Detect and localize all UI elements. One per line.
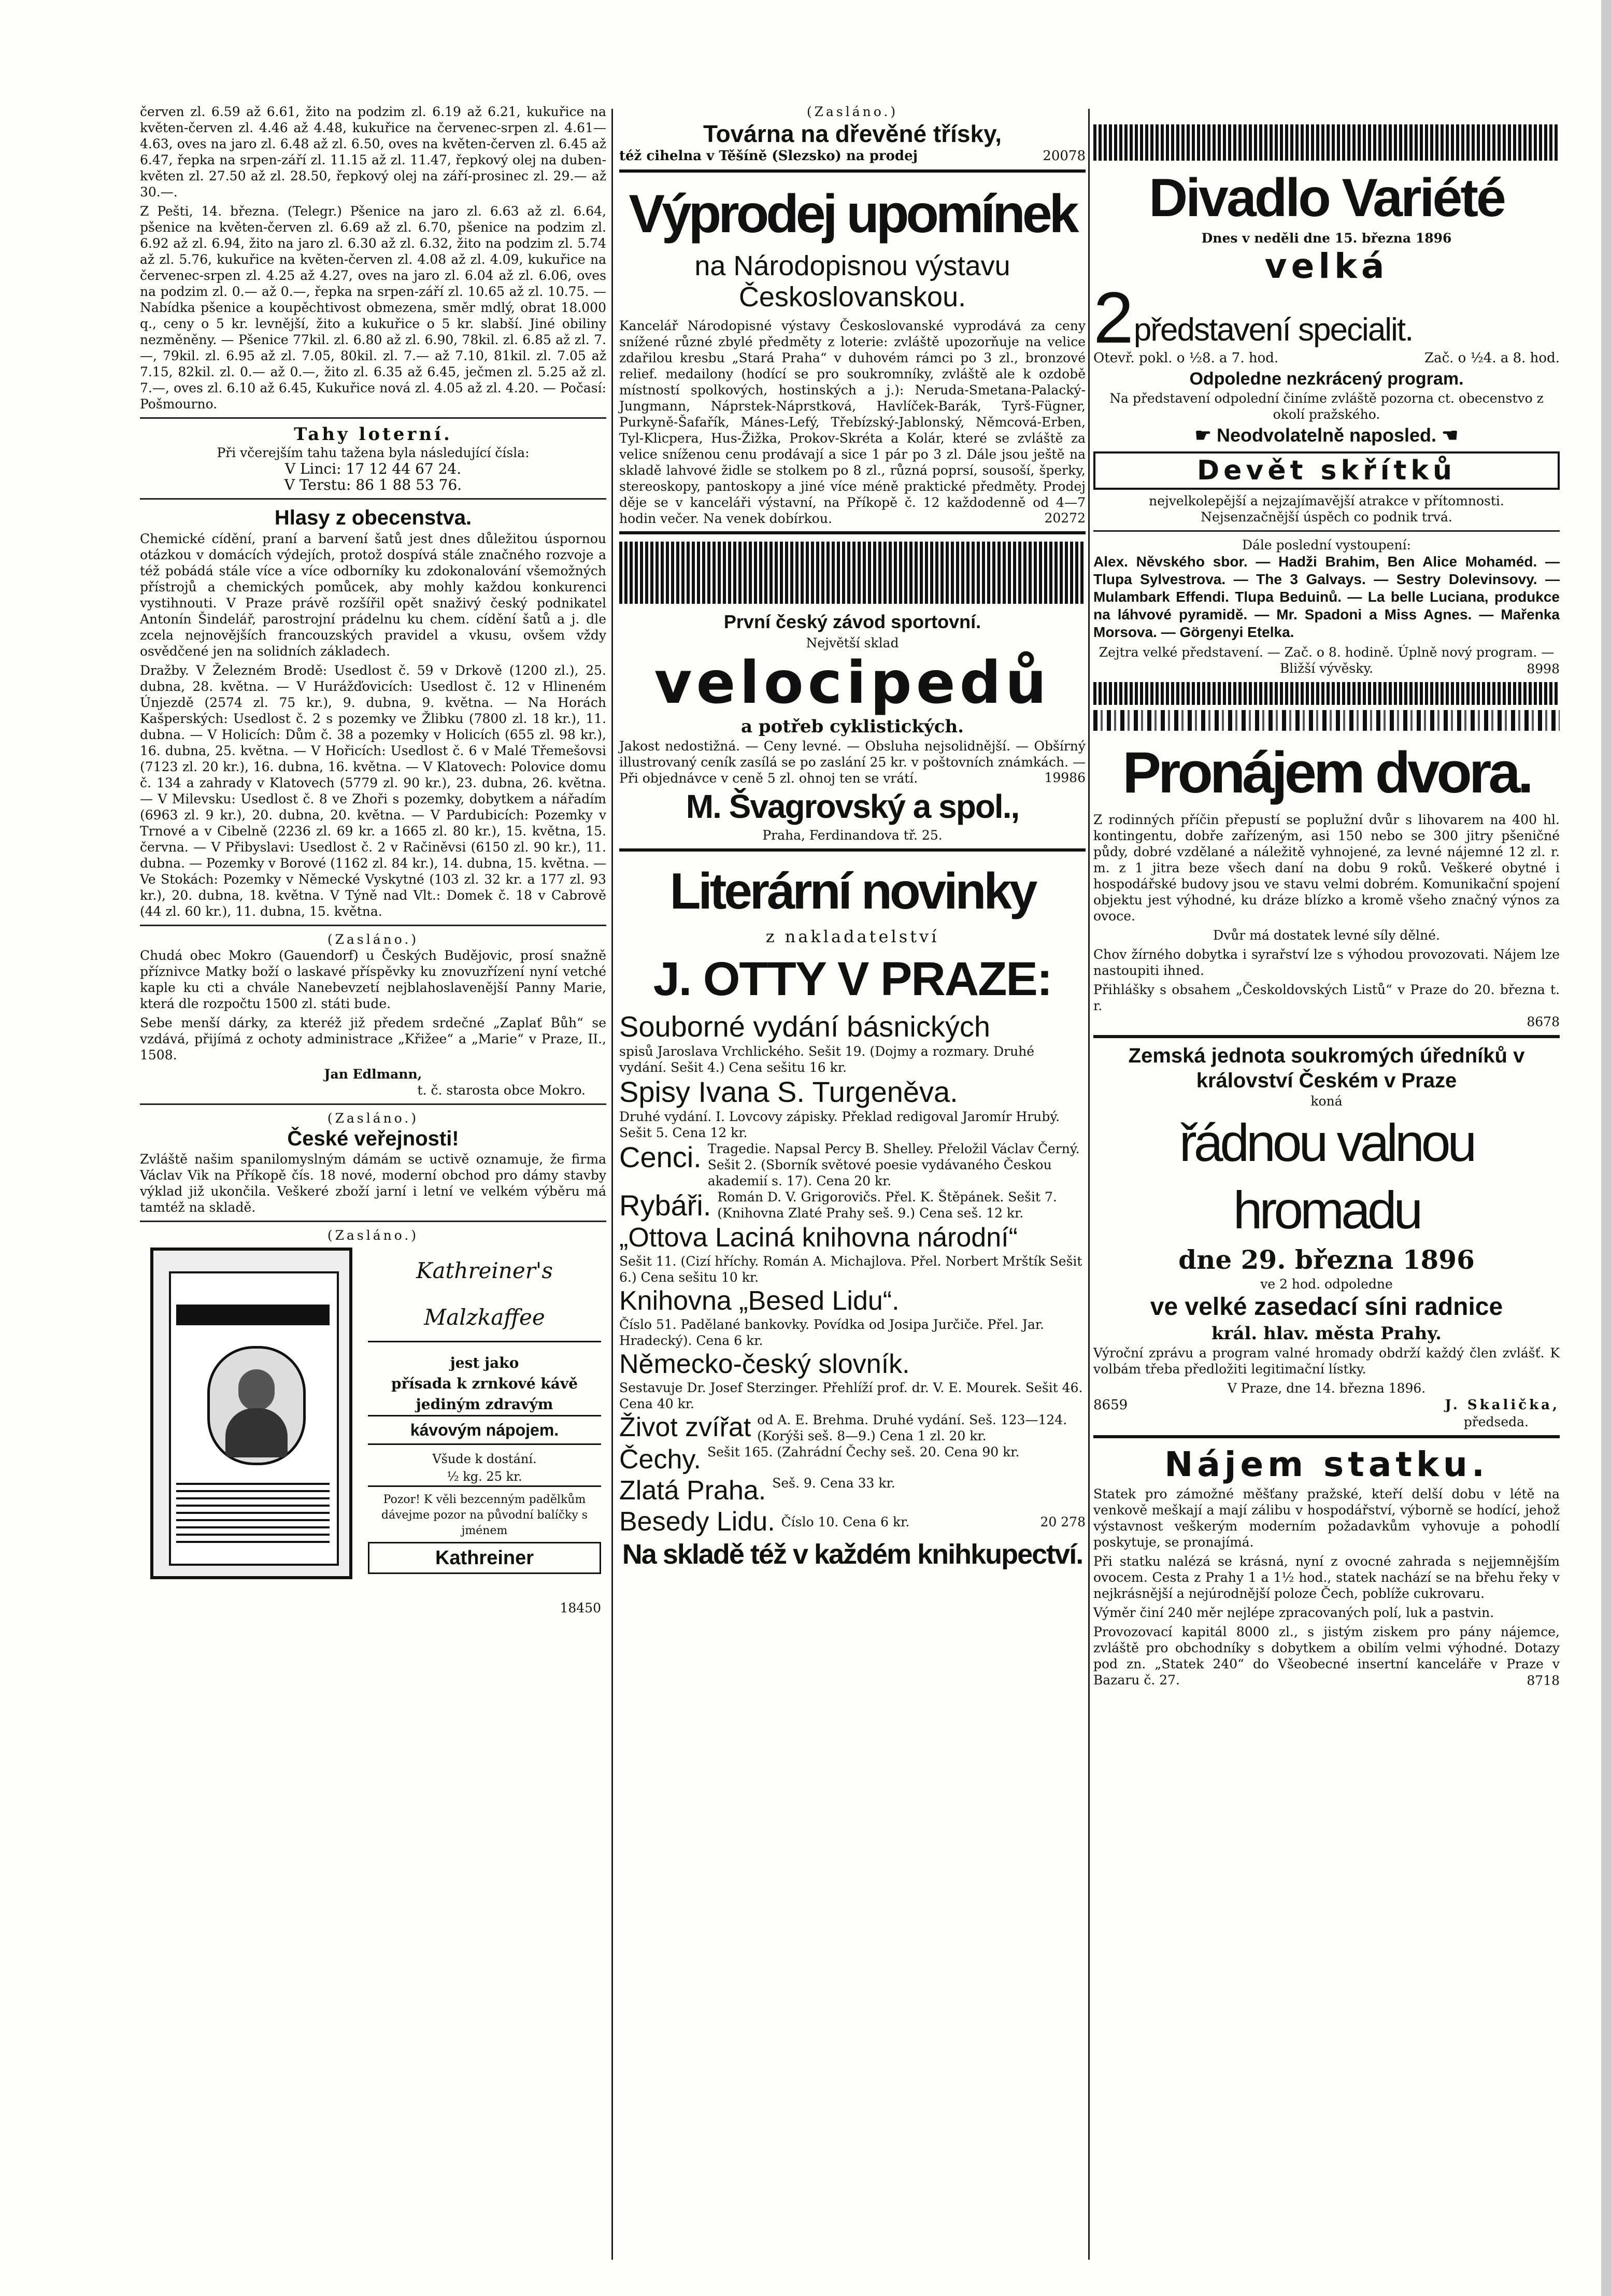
package-label-lines (176, 1481, 330, 1543)
lottery-linz: V Linci: 17 12 44 67 24. (284, 460, 462, 477)
lit-item-11 (619, 1506, 1086, 1537)
union-signature: J. Skalička, (1445, 1397, 1560, 1413)
mokro-signature: Jan Edlmann, (324, 1067, 422, 1082)
sale-ad-number: 20272 (1044, 511, 1086, 526)
lottery-title: Tahy loterní. (294, 424, 452, 445)
column-divider (1088, 109, 1090, 2260)
union-ad-number: 8659 (1093, 1397, 1128, 1413)
rent-ad-number: 8678 (1527, 1014, 1560, 1029)
estate-text-2: Při statku nalézá se krásná, nyní z ovocné zahrada s nejjemnějším ovocem. Cesta z Prahy 1 a 1½ hod., statek nachází se na břehu řeky v nejkrásnější a nejúrodnější poloze Čech, poblíže cukrovaru. (1093, 1554, 1560, 1601)
sale-text: Kancelář Národopisné výstavy Českoslovanské vyprodává za ceny snížené různé zbylé předměty z loterie: zvláště upozorňuje na velice zdařilou kresbu „Stará Praha“ v duhovém rámci po 3 zl., bronzové relief. medailony (hodící se pro soukromníky, zvláště ale k ozdobě místností spolkových, hostinských a j.): Neruda-Smetana-Palacký-Jungmann, Náprstek-Náprstková, Havlíček-Barák, Tyrš-Fügner, Purkyně-Šafařík, Mánes-Lefý, Třebízský-Jablonský, Němcová-Erben, Tyl-Klicpera, Hus-Žižka, Prokov-Skréta a Kolár, které se zvláště za velice sníženou cenu prodávají a sice 1 pár po 3 zl. Dále jsou ještě na skladě lahvové židle se stolkem po 8 zl., různá poprsí, sousoší, šperky, stereoskopy, pantoskopy a jiné více méně praktické předměty. Prodej děje se v kanceláři výstavní, na Příkopě č. 12 každodenně od 4—7 hodin večer. Na venek dobírkou. (619, 318, 1086, 526)
package-band (176, 1305, 330, 1325)
ornamental-bar (1093, 682, 1560, 705)
factory-line (619, 148, 1086, 164)
velo-top: První český závod sportovní. (723, 611, 981, 632)
factory-ad-number: 20078 (1043, 148, 1086, 164)
kath-line-6: ½ kg. 25 kr. (368, 1468, 601, 1487)
ornamental-bar (619, 542, 1086, 604)
estate-ad-number: 8718 (1527, 1673, 1560, 1688)
kath-line-2: přísada k zrnkové kávě (391, 1375, 578, 1392)
union-big: řádnou valnou hromadu (1179, 1113, 1474, 1240)
lit-item-8-desc: od A. E. Brehma. Druhé vydání. Seš. 123—124. (Korýši seš. 8—9.) Cena 1 zl. 20 kr. (757, 1412, 1067, 1443)
hand-pointer-icon: ☚ (1436, 424, 1459, 446)
lit-from: z nakladatelství (765, 927, 939, 946)
estate-text: Statek pro zámožné měšťany pražské, kteří delší dobu v létě na venkově meškají a mají zálibu v hospodářství, výborně se hodící, jehož výstavnost veškerým moderním požadavkům vyhovuje a pohodlí poskytuje, se pronajímá. (1093, 1486, 1560, 1550)
divider (140, 498, 606, 500)
public-title: České veřejnosti! (287, 1127, 459, 1150)
union-place: ve velké zasedací síni radnice (1150, 1293, 1503, 1321)
lottery-terst: V Terstu: 86 1 88 53 76. (284, 476, 462, 493)
variete-program: Odpoledne nezkrácený program. (1189, 369, 1464, 389)
public-text: Zvláště našim spanilomyslným dámám se uctivě oznamuje, že firma Václav Vik na Příkopě čís. 18 nové, moderní obchod pro dámy stavby výklad již ukončila. Veškeré zboží jarní i letní ve velkém výběru má tamtéž na skladě. (140, 1152, 606, 1215)
rent-text-4: Přihlášky s obsahem „Českoldovských Listů“ v Praze do 20. března t. r. (1093, 982, 1560, 1013)
lit-item-4-desc: Román D. V. Grigorovičs. Přel. K. Štěpánek. Sešit 7. (Knihovna Zlaté Prahy seš. 9.) Cena seš. 12 kr. (717, 1189, 1057, 1221)
column-1 (140, 104, 606, 1615)
voices-title: Hlasy z obecenstva. (274, 506, 472, 529)
market-report: červen zl. 6.59 až 6.61, žito na podzim zl. 6.19 až 6.21, kukuřice na květen-červen zl. 4.46 až 4.48, kukuřice na červenec-srpen zl. 4.61—4.63, oves na jaro zl. 6.48 až zl. 6.50, oves na květen-červen zl. 6.45 až 6.47, řepka na srpen-září zl. 11.15 až zl. 11.47, řepkový olej na duben-květen zl. 27.50 až zl. 28.50, řepkový olej na září-prosinec zl. 29.— až 30.—. (140, 104, 606, 200)
lit-item-1-title: Souborné vydání básnických (619, 1010, 990, 1043)
estate-text-3: Výměr činí 240 měr nejlépe zpracovaných polí, luk a pastvin. (1093, 1605, 1494, 1620)
lit-item-7-desc: Sestavuje Dr. Josef Sterzinger. Přehlíží prof. dr. V. E. Mourek. Sešit 46. Cena 40 kr. (619, 1380, 1083, 1411)
lit-item-9 (619, 1444, 1086, 1475)
lit-item-5-desc: Sešit 11. (Cizí hříchy. Román A. Michajlova. Přel. Norbert Mrštík Sešit 6.) Cena sešitu 10 kr. (619, 1254, 1082, 1285)
sale-subtitle-1: na Národopisnou výstavu (694, 250, 1010, 281)
lit-title: Literární novinky (669, 862, 1035, 919)
lit-item-8-title: Život zvířat (619, 1412, 751, 1442)
variete-big: velká (1264, 246, 1389, 286)
zaslano-label: (Zasláno.) (327, 1111, 419, 1126)
factory-line-text: též cihelna v Těšíně (Slezsko) na prodej (619, 148, 918, 164)
voices-text: Chemické cídění, praní a barvení šatů jest dnes důležitou úspornou otázkou v domácích výdejích, protož dospívá stále značného rozvoje a též pobádá stále více a více odborníky ku zdokonalování všemožných přístrojů a chemických pomůcek, aby mohly každou konkurenci vystihnouti. V Praze právě rozšířil opět snaživý český podnikatel Antonín Šindelář, parostrojní prádelnu ku chem. cídění šatů a j. dle zcela nejnovějších francouzských pravidel a vkusu, ovšem vždy osvědčené jen na solidních základech. (140, 531, 606, 659)
auctions-text: Dražby. V Železném Brodě: Usedlost č. 59 v Drkově (1200 zl.), 25. dubna, 28. května. — V Hurážďovicích: Usedlost č. 12 v Hlineném Únjezdě (2574 zl. 75 kr.), 9. dubna, 9. května. — Na Horách Kašperských: Usedlost č. 2 s pozemky ve Žlibku (7800 zl. 18 kr.), 11. dubna. — V Holicích: Dům č. 38 a pozemky v Holicích (655 zl. 98 kr.), 16. dubna, 25. května. — V Hořicích: Usedlost č. 6 v Malé Třemešovsi (7123 zl. 20 kr.), 16. dubna, 16. května. — V Klatovech: Polovice domu č. 134 a zahrady v Klatovech (5779 zl. 90 kr.), 23. dubna, 26. května. — V Milevsku: Usedlost č. 8 ve Zhoři s pozemky, dobytkem a nářadím (6963 zl. 9 kr.), 20. dubna, 20. května. — V Pardubicích: Pozemky v Trnové a v Cibelně (2236 zl. 69 kr. a 1665 zl. 80 kr.), 15. května, 15. června. — V Přibyslavi: Usedlost č. 2 v Račiněvsi (6150 zl. 90 kr.), 11. dubna. — Pozemky v Borové (1162 zl. 84 kr.), 14. dubna, 15. května. — Ve Stokách: Pozemky v Německé Vyskytné (103 zl. 32 kr. a 177 zl. 93 kr.), 20. dubna, 18. května. V Týně nad Vlt.: Domek č. 18 v Cabrově (44 zl. 60 kr.), 11. dubna, 15. května. (140, 663, 606, 919)
lit-item-3 (619, 1141, 1086, 1189)
column-divider (611, 109, 613, 2260)
variete-date: Dnes v neděli dne 15. března 1896 (1201, 231, 1452, 246)
variete-last-text: Neodvolatelně naposled. (1216, 424, 1437, 446)
union-text: Výroční zprávu a program valné hromady obdrží každý člen zvlášť. K volbám třeba předložiti legitimační lístky. (1093, 1345, 1560, 1377)
lit-item-10-desc: Seš. 9. Cena 33 kr. (772, 1476, 895, 1491)
variete-two: 2 (1093, 277, 1134, 358)
union-signature-title: předseda. (1463, 1414, 1529, 1429)
lit-item-2-desc: Druhé vydání. I. Lovcovy zápisky. Překlad redigoval Jaromír Hrubý. Sešit 5. Cena 12 kr. (619, 1109, 1060, 1140)
portrait-medallion (207, 1346, 306, 1465)
divider (140, 925, 606, 926)
kathreiner-package-frame (150, 1248, 352, 1579)
variete-nine: Devět skřítků (1093, 451, 1560, 490)
mokro-text: Chudá obec Mokro (Gauendorf) u Českých Budějovic, prosí snažně příznivce Matky boží o laskavé příspěvky ku znovuzřízení nyní vetché kaple ku cti a chvále Nanebevzetí nejblahoslavenější Panny Marie, která dle rozpočtu 1500 zl. státi bude. (140, 948, 606, 1011)
estate-title: Nájem statku. (1164, 1444, 1489, 1484)
variete-nine-text: nejvelkolepější a nejzajímavější atrakce v přítomnosti. (1149, 493, 1504, 508)
divider (1093, 1435, 1560, 1438)
rent-text-3: Chov žírného dobytka i syrařství lze s výhodou provozovati. Nájem lze nastoupiti ihned. (1093, 947, 1560, 978)
lit-item-3-title: Cenci. (619, 1141, 702, 1173)
kath-ad-number: 18450 (560, 1600, 601, 1615)
pest-market-report: Z Pešti, 14. března. (Telegr.) Pšenice na jaro zl. 6.63 až zl. 6.64, pšenice na květen-červen zl. 6.69 až zl. 6.70, pšenice na podzim zl. 6.92 až zl. 6.94, žito na jaro zl. 6.30 až zl. 6.32, žito na podzim zl. 5.74 až zl. 5.76, kukuřice na květen-červen zl. 4.08 až zl. 4.09, kukuřice na červenec-srpen zl. 4.25 až 4.27, oves na jaro zl. 6.04 až zl. 6.06, oves na podzim zl. 0.— až 0.—, řepka na srpen-září zl. 10.65 až zl. 10.75. — Nabídka pšenice a koupěchtivost obmezena, směr mdlý, obrat 18.000 q., ceny o 5 kr. levnější, žito a kukuřice o 5 kr. slabší. Jiné obiliny nezměněny. — Pšenice 77kil. zl. 6.80 až zl. 6.90, 78kil. zl. 6.85 až zl. 7.—, 79kil. zl. 6.95 až zl. 7.05, 80kil. zl. 7.— až 7.10, 81kil. zl. 7.05 až 7.15, 82kil. zl. 0.— až 0.—, žito zl. 6.35 až 6.45, ječmen zl. 5.25 až zl. 7.—, oves zl. 6.10 až 6.45, Kukuřice nová zl. 4.05 až zl. 4.20. — Počasí: Pošmourno. (140, 204, 606, 412)
divider (619, 531, 1086, 534)
lottery-intro: Při včerejším tahu tažena byla následující čísla: (217, 445, 530, 460)
divider (140, 1103, 606, 1105)
rent-text-2: Dvůr má dostatek levné síly dělné. (1213, 928, 1440, 943)
union-date: dne 29. března 1896 (1178, 1244, 1475, 1275)
kath-name: Kathreiner (368, 1542, 601, 1574)
lit-item-9-desc: Sešit 165. (Zahrádní Čechy seš. 20. Cena 90 kr. (707, 1444, 1020, 1459)
union-kona: koná (1310, 1094, 1343, 1109)
column-2 (619, 104, 1086, 1571)
union-time: ve 2 hod. odpoledne (1260, 1277, 1393, 1292)
variete-performance: představení specialit. (1133, 312, 1413, 348)
lit-item-11-title: Besedy Lidu. (619, 1507, 775, 1537)
lit-item-6-desc: Číslo 51. Padělané bankovky. Povídka od Josipa Jurčiče. Přel. Jar. Hradecký). Cena 6 kr. (619, 1317, 1045, 1348)
page-edge (1601, 0, 1611, 2296)
divider (619, 169, 1086, 173)
variete-hours (1093, 349, 1560, 367)
lit-footer: Na skladě též v každém knihkupectví. (622, 1539, 1083, 1570)
kath-line-4: kávovým nápojem. (368, 1416, 601, 1445)
column-3 (1093, 104, 1560, 1689)
lit-item-7-title: Německo-český slovník. (619, 1349, 910, 1379)
hand-pointer-icon: ☛ (1194, 424, 1217, 446)
lit-item-9-title: Čechy. (619, 1444, 701, 1475)
variete-ad-number: 8998 (1527, 661, 1560, 676)
ornamental-border (1093, 710, 1560, 731)
lit-item-4 (619, 1189, 1086, 1222)
divider (140, 1221, 606, 1222)
union-sign-row (1093, 1396, 1560, 1414)
lit-item-3-desc: Tragedie. Napsal Percy B. Shelley. Přeložil Václav Černý. Sešit 2. (Sborník světové poesie vydávaného Českou akademií s. 17). Cena 20 kr. (707, 1141, 1080, 1188)
velo-address: Praha, Ferdinandova tř. 25. (762, 828, 943, 843)
lit-item-1-desc: spisů Jaroslava Vrchlického. Sešit 19. (Dojmy a rozmary. Druhé vydání. Sešit 4.) Cena sešitu 16 kr. (619, 1044, 1035, 1075)
variete-last (1093, 422, 1560, 448)
variete-next: Dále poslední vystoupení: (1242, 537, 1411, 552)
variete-open-1: Otevř. pokl. o ½8. a 7. hod. (1093, 350, 1279, 366)
variete-tomorrow: Zejtra velké představení. — Zač. o 8. hodině. Úplně nový program. — Bližší vývěsky. (1099, 645, 1555, 676)
divider (619, 848, 1086, 852)
factory-title: Továrna na dřevěné třísky, (703, 120, 1002, 147)
zaslano-label: (Zasláno.) (327, 932, 419, 947)
variete-acts: Alex. Něvského sbor. — Hadži Brahim, Ben Alice Mohaméd. — Tlupa Sylvestrova. — The 3 Galvays. — Sestry Dolevinsovy. — Mulambark Effendi. Tlupa Beduinů. — La belle Luciana, produkce na láhvové pyramidě. — Mr. Spadoni a Miss Agnes. — Mařenka Morsova. — Görgenyi Etelka. (1093, 554, 1560, 640)
variete-success: Nejsenzačnější úspěch co podnik trvá. (1201, 509, 1452, 525)
velo-ad-number: 19986 (1044, 770, 1086, 785)
variete-title: Divadlo Variété (1149, 168, 1504, 228)
kath-warning: Pozor! K věli bezcenným padělkům dávejme pozor na původní balíčky s jménem (381, 1493, 588, 1537)
rent-title: Pronájem dvora. (1122, 740, 1531, 805)
mokro-signature-title: t. č. starosta obce Mokro. (417, 1083, 586, 1098)
divider (1093, 530, 1560, 532)
lit-item-6-title: Knihovna „Besed Lidu“. (619, 1286, 900, 1316)
kath-line-5: Všude k dostání. (432, 1452, 537, 1466)
union-city: král. hlav. města Prahy. (1211, 1323, 1442, 1344)
divider (1093, 1035, 1560, 1038)
velo-text: Jakost nedostižná. — Ceny levné. — Obsluha nejsolidnější. — Obšírný illustrovaný ceník zasílá se po zaslání 25 kr. v poštovních známkách. — Při objednávce v ceně 5 zl. ohnoj ten se vrátí. (619, 739, 1086, 786)
variete-open-2: Zač. o ½4. a 8. hod. (1424, 350, 1560, 366)
lit-item-4-title: Rybáři. (619, 1189, 711, 1222)
kath-line-3: jediným zdravým (368, 1394, 601, 1416)
lit-item-10-title: Zlatá Praha. (619, 1476, 766, 1506)
velo-firm: M. Švagrovský a spol., (686, 788, 1019, 825)
lit-item-10 (619, 1475, 1086, 1506)
kathreiner-logo: Kathreiner's Malzkaffee (368, 1248, 601, 1342)
kath-line-1: jest jako (450, 1354, 519, 1371)
estate-text-4: Provozovací kapitál 8000 zl., s jistým ziskem pro pány nájemce, zvláště pro obchodníky s dobytkem a obilím velmi výhodné. Dotazy pod zn. „Statek 240“ do Všeobecné insertní kanceláře v Praze v Bazaru č. 27. (1093, 1624, 1560, 1688)
kathreiner-text (368, 1248, 601, 1616)
sale-title: Výprodej upomínek (629, 184, 1076, 244)
lit-publisher: J. OTTY V PRAZE: (653, 953, 1052, 1005)
lit-item-2-title: Spisy Ivana S. Turgeněva. (619, 1075, 958, 1108)
kathreiner-package (169, 1271, 339, 1566)
lit-ad-number: 20 278 (1040, 1514, 1086, 1529)
velo-largest: Největší sklad (806, 635, 899, 650)
kathreiner-ad (140, 1248, 606, 1615)
zaslano-label: (Zasláno.) (806, 104, 899, 119)
portrait-body (225, 1408, 288, 1457)
velo-subtitle: a potřeb cyklistických. (740, 716, 964, 737)
lit-item-8 (619, 1412, 1086, 1444)
velo-big: velocipedů (654, 649, 1051, 717)
variete-note: Na představení odpolední činíme zvláště pozorna ct. obecenstvo z okolí pražského. (1109, 391, 1544, 422)
zaslano-label: (Zasláno.) (327, 1228, 419, 1243)
divider (140, 417, 606, 419)
mokro-text-2: Sebe menší dárky, za kteréž již předem srdečné „Zaplať Bůh“ se vzdává, přijímá z ochoty administrace „Křižee“ a „Marie“ v Praze, II., 1508. (140, 1015, 606, 1062)
lit-item-11-desc: Číslo 10. Cena 6 kr. (781, 1514, 910, 1529)
ornamental-bar (1093, 124, 1560, 161)
union-title: Zemská jednota soukromých úředníků v království Českém v Praze (1128, 1044, 1525, 1092)
portrait-head (238, 1369, 275, 1411)
lit-item-5-title: „Ottova Laciná knihovna národní“ (619, 1223, 1018, 1253)
sale-subtitle-2: Českoslovanskou. (738, 281, 966, 313)
rent-text: Z rodinných příčin přepustí se poplužní dvůr s lihovarem na 400 hl. kontingentu, dobře zařízeným, asi 150 nebo se 300 jitry pšeničné půdy, dobré vzdělané a náležitě vyhnojené, za levné nájemné 12 zl. r. m. z 1 jitra beze všech daní na dobu 9 roků. Veškeré obytné i hospodářské budovy jsou ve stavu velmi dobrém. Komunikační spojení objektu jest výhodné, ku dráze blízko a kromě všeho značný výnos za ovoce. (1093, 812, 1560, 924)
union-sign-place: V Praze, dne 14. března 1896. (1227, 1381, 1426, 1396)
